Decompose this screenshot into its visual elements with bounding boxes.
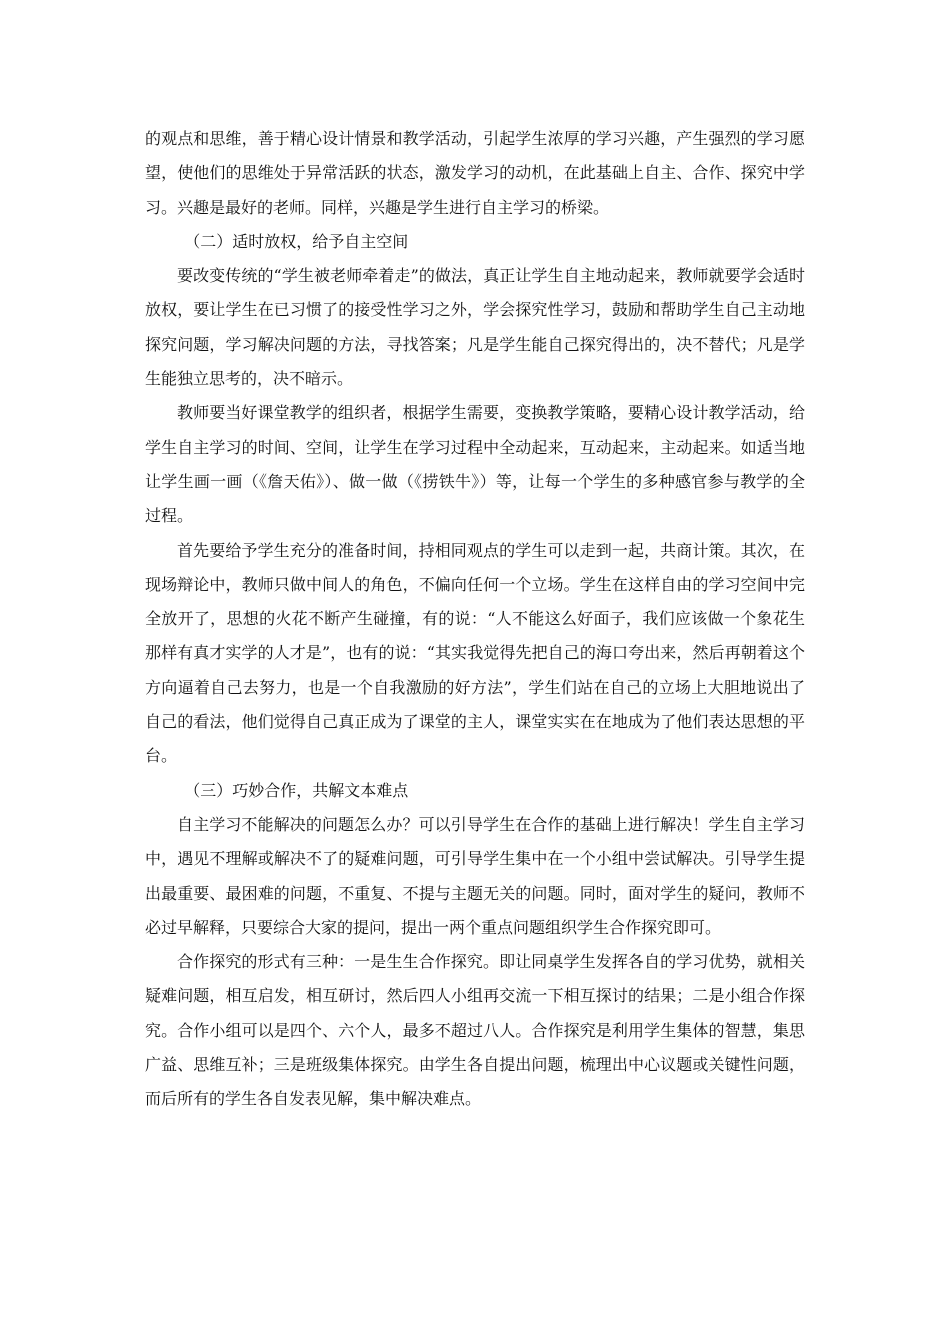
paragraph: 自主学习不能解决的问题怎么办？可以引导学生在合作的基础上进行解决！学生自主学习中，遇见不理解或解决不了的疑难问题，可引导学生集中在一个小组中尝试解决。引导学生提出最重要、最困难的问题，不重复、不提与主题无关的问题。同时，面对学生的疑问，教师不必过早解释，只要综合大家的提问，提出一两个重点问题组织学生合作探究即可。: [145, 814, 805, 937]
document-body: [145, 122, 805, 1117]
section-heading-3: （三）巧妙合作，共解文本难点: [184, 780, 409, 800]
paragraph: 合作探究的形式有三种：一是生生合作探究。即让同桌学生发挥各自的学习优势，就相关疑难问题，相互启发，相互研讨，然后四人小组再交流一下相互探讨的结果；二是小组合作探究。合作小组可以是四个、六个人，最多不超过八人。合作探究是利用学生集体的智慧，集思广益、思维互补；三是班级集体探究。由学生各自提出问题，梳理出中心议题或关键性问题，而后所有的学生各自发表见解，集中解决难点。: [145, 952, 805, 1109]
paragraph-continuation: 的观点和思维，善于精心设计情景和教学活动，引起学生浓厚的学习兴趣，产生强烈的学习愿望，使他们的思维处于异常活跃的状态，激发学习的动机，在此基础上自主、合作、探究中学习。兴趣是最好的老师。同样，兴趣是学生进行自主学习的桥梁。: [145, 129, 805, 217]
paragraph: 要改变传统的“学生被老师牵着走”的做法，真正让学生自主地动起来，教师就要学会适时放权，要让学生在已习惯了的接受性学习之外，学会探究性学习，鼓励和帮助学生自己主动地探究问题，学习解决问题的方法，寻找答案；凡是学生能自己探究得出的，决不替代；凡是学生能独立思考的，决不暗示。: [145, 266, 805, 389]
paragraph: 教师要当好课堂教学的组织者，根据学生需要，变换教学策略，要精心设计教学活动，给学生自主学习的时间、空间，让学生在学习过程中全动起来，互动起来，主动起来。如适当地让学生画一画（《詹天佑》）、做一做（《捞铁牛》）等，让每一个学生的多种感官参与教学的全过程。: [145, 403, 805, 526]
section-heading-2: （二）适时放权，给予自主空间: [184, 231, 409, 251]
paragraph: 首先要给予学生充分的准备时间，持相同观点的学生可以走到一起，共商计策。其次，在现场辩论中，教师只做中间人的角色，不偏向任何一个立场。学生在这样自由的学习空间中完全放开了，思想的火花不断产生碰撞，有的说：“人不能这么好面子，我们应该做一个象花生那样有真才实学的人才是”，也有的说：“其实我觉得先把自己的海口夸出来，然后再朝着这个方向逼着自己去努力，也是一个自我激励的好方法”，学生们站在自己的立场上大胆地说出了自己的看法，他们觉得自己真正成为了课堂的主人，课堂实实在在地成为了他们表达思想的平台。: [145, 540, 805, 766]
